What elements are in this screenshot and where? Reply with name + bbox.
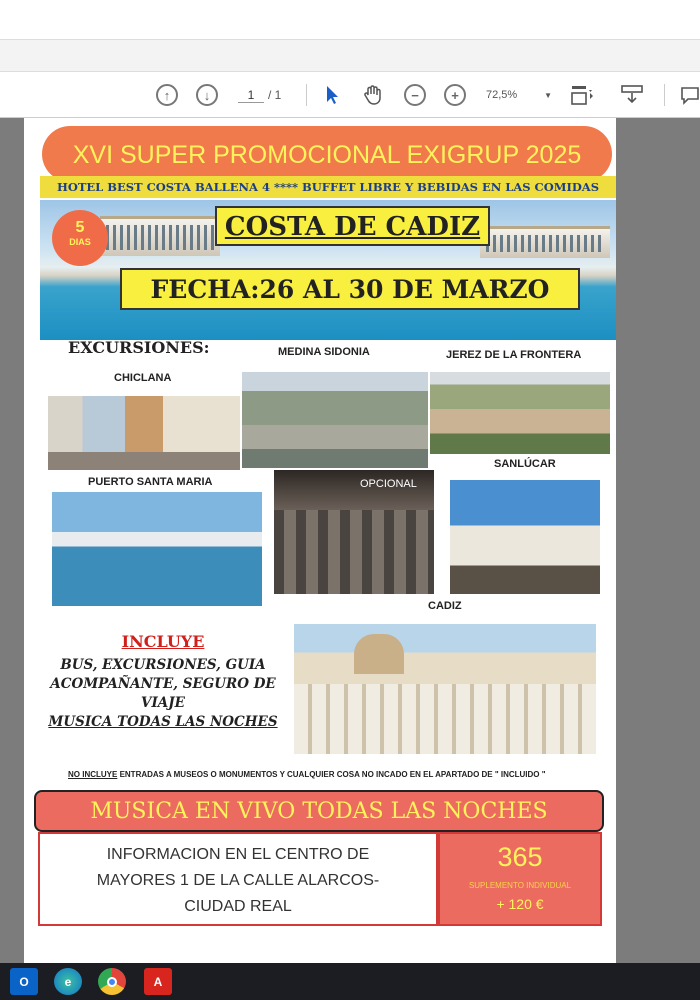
cursor-icon xyxy=(324,85,340,105)
document-viewer[interactable] xyxy=(0,118,700,963)
toolbar-divider xyxy=(306,84,307,106)
chiclana-photo xyxy=(48,396,240,470)
hotel-photo-banner xyxy=(40,200,616,340)
days-badge: 5 DIAS xyxy=(52,210,108,266)
zoom-in-icon: + xyxy=(444,84,466,106)
page-total: / 1 xyxy=(268,88,282,102)
hand-tool-button[interactable] xyxy=(362,82,384,108)
arrow-up-icon: ↑ xyxy=(156,84,178,106)
includes-heading: INCLUYE xyxy=(121,632,205,651)
arrow-down-icon: ↓ xyxy=(196,84,218,106)
music-banner: MUSICA EN VIVO TODAS LAS NOCHES xyxy=(34,790,604,832)
hotel-building xyxy=(100,216,220,256)
toolbar-divider xyxy=(664,84,665,106)
download-icon xyxy=(620,84,644,106)
chevron-down-icon: ▼ xyxy=(544,90,552,100)
hand-icon xyxy=(362,84,384,106)
fit-page-button[interactable] xyxy=(570,82,596,108)
acrobat-icon[interactable]: A xyxy=(144,968,172,995)
jerez-photo xyxy=(430,372,610,454)
zoom-out-button[interactable] xyxy=(404,82,426,108)
opcional-cellar-photo xyxy=(274,470,434,594)
window-top-area xyxy=(0,0,700,40)
zoom-out-icon: − xyxy=(404,84,426,106)
place-label-chiclana: CHICLANA xyxy=(114,372,172,384)
download-button[interactable] xyxy=(620,82,644,108)
cadiz-photo xyxy=(294,624,596,754)
page-number-input[interactable]: 1 xyxy=(238,82,264,108)
place-label-puerto: PUERTO SANTA MARIA xyxy=(88,476,213,488)
includes-list: BUS, EXCURSIONES, GUIA ACOMPAÑANTE, SEGURO DE VIAJE MUSICA TODAS LAS NOCHES xyxy=(48,657,278,730)
supplement-label: SUPLEMENTO INDIVIDUAL xyxy=(468,881,572,890)
info-box: INFORMACION EN EL CENTRO DE MAYORES 1 DE LA CALLE ALARCOS- CIUDAD REAL xyxy=(38,832,438,926)
sanlucar-photo xyxy=(450,480,600,594)
zoom-value: 72,5% xyxy=(486,89,518,101)
medina-sidonia-photo xyxy=(242,372,428,468)
select-tool-button[interactable] xyxy=(324,82,340,108)
tab-strip xyxy=(0,40,700,72)
poster-title: XVI SUPER PROMOCIONAL EXIGRUP 2025 xyxy=(42,126,612,182)
zoom-in-button[interactable] xyxy=(444,82,466,108)
destination-title: COSTA DE CADIZ xyxy=(215,206,490,246)
price-box xyxy=(438,832,602,926)
supplement-value: + 120 € xyxy=(496,896,544,912)
prev-page-button[interactable] xyxy=(156,82,178,108)
trip-date: FECHA:26 AL 30 DE MARZO xyxy=(120,268,580,310)
not-included-note: NO INCLUYE ENTRADAS A MUSEOS O MONUMENTOS Y CUALQUIER COSA NO INCADO EN EL APARTADO DE " INCLUIDO " xyxy=(68,770,546,779)
hotel-line: HOTEL BEST COSTA BALLENA 4 **** BUFFET LIBRE Y BEBIDAS EN LAS COMIDAS xyxy=(40,176,616,198)
outlook-icon[interactable]: O xyxy=(10,968,38,995)
fit-page-icon xyxy=(570,84,596,106)
comment-button[interactable] xyxy=(680,82,700,108)
pdf-page xyxy=(24,118,616,963)
place-label-sanlucar: SANLÚCAR xyxy=(494,458,556,470)
puerto-santa-maria-photo xyxy=(52,492,262,606)
place-label-medina: MEDINA SIDONIA xyxy=(278,346,370,358)
comment-icon xyxy=(680,85,700,105)
zoom-select[interactable] xyxy=(486,82,552,108)
pdf-toolbar xyxy=(0,72,700,118)
price: 365 xyxy=(497,842,543,872)
chrome-icon[interactable] xyxy=(98,968,126,995)
place-label-jerez: JEREZ DE LA FRONTERA xyxy=(446,349,582,361)
taskbar xyxy=(0,963,700,1000)
excursions-heading: EXCURSIONES: xyxy=(68,338,210,357)
next-page-button[interactable] xyxy=(196,82,218,108)
edge-icon[interactable]: e xyxy=(54,968,82,995)
place-label-cadiz: CADIZ xyxy=(428,600,462,612)
hotel-building xyxy=(480,226,610,258)
place-label-opcional: OPCIONAL xyxy=(360,478,417,490)
